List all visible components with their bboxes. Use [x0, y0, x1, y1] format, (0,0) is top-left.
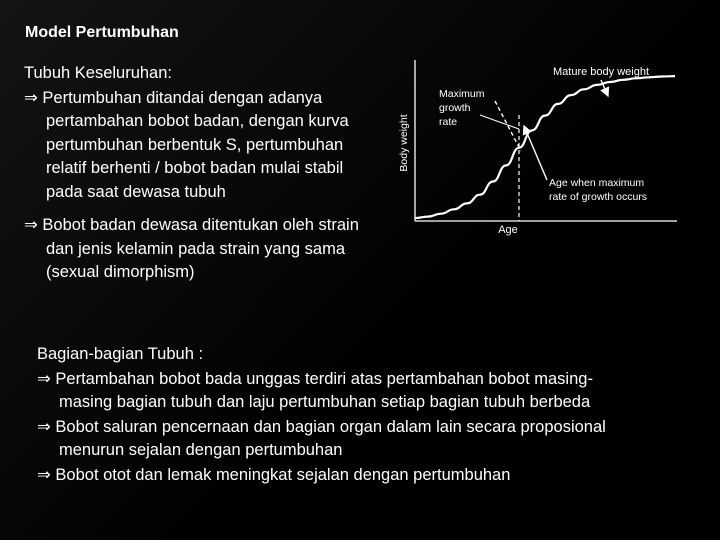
body-parts-heading: Bagian-bagian Tubuh :: [37, 345, 204, 363]
age-max-arrow: [524, 126, 547, 180]
max-rate-tangent-line: [495, 101, 521, 151]
bullet-continuation: pertumbuhan berbentuk S, pertumbuhan: [46, 135, 344, 154]
arrow-icon: ⇒: [37, 464, 51, 484]
bullet-text: Pertumbuhan ditandai dengan adanya: [42, 88, 323, 107]
max-rate-pointer-line: [480, 115, 519, 129]
annotation-max-rate-line-1: Maximum: [439, 88, 485, 100]
body-parts-bullet-3: [37, 463, 707, 488]
bullet-text: Pertambahan bobot bada unggas terdiri atas pertambahan bobot masing-: [55, 369, 593, 388]
bullet-continuation: relatif berhenti / bobot badan mulai stabil: [46, 159, 344, 177]
whole-body-bullet-1: [24, 86, 394, 111]
whole-body-section: [24, 62, 394, 285]
annotation-max-rate-line-3: rate: [439, 116, 458, 128]
growth-curve-chart: [395, 55, 685, 245]
bullet-continuation: (sexual dimorphism): [46, 263, 195, 281]
annotation-age-max-line-1: Age when maximum: [549, 177, 645, 189]
slide-title: Model Pertumbuhan: [25, 24, 179, 41]
bullet-continuation: menurun sejalan dengan pertumbuhan: [59, 441, 343, 459]
annotation-mature-body-weight: Mature body weight: [553, 66, 649, 78]
bullet-continuation: masing bagian tubuh dan laju pertumbuhan setiap bagian tubuh berbeda: [59, 393, 591, 411]
body-parts-bullet-2: [37, 415, 707, 440]
body-parts-section: [37, 343, 707, 487]
arrow-icon: ⇒: [37, 368, 51, 388]
x-axis-label: Age: [498, 224, 518, 236]
bullet-continuation: pada saat dewasa tubuh: [46, 182, 226, 201]
y-axis-label: Body weight: [398, 114, 410, 172]
body-parts-bullet-1: [37, 367, 707, 392]
whole-body-heading: Tubuh Keseluruhan:: [24, 64, 172, 82]
bullet-continuation: pertambahan bobot badan, dengan kurva: [46, 112, 349, 130]
whole-body-bullet-2: [24, 213, 394, 238]
arrow-icon: ⇒: [24, 87, 38, 107]
bullet-text: Bobot badan dewasa ditentukan oleh strain: [42, 216, 359, 234]
annotation-max-rate-line-2: growth: [439, 102, 471, 114]
arrow-icon: ⇒: [37, 416, 51, 436]
bullet-text: Bobot saluran pencernaan dan bagian organ dalam lain secara proposional: [55, 417, 606, 436]
bullet-continuation: dan jenis kelamin pada strain yang sama: [46, 239, 346, 258]
arrow-icon: ⇒: [24, 215, 38, 234]
bullet-text: Bobot otot dan lemak meningkat sejalan dengan pertumbuhan: [55, 465, 511, 484]
annotation-age-max-line-2: rate of growth occurs: [549, 191, 648, 203]
